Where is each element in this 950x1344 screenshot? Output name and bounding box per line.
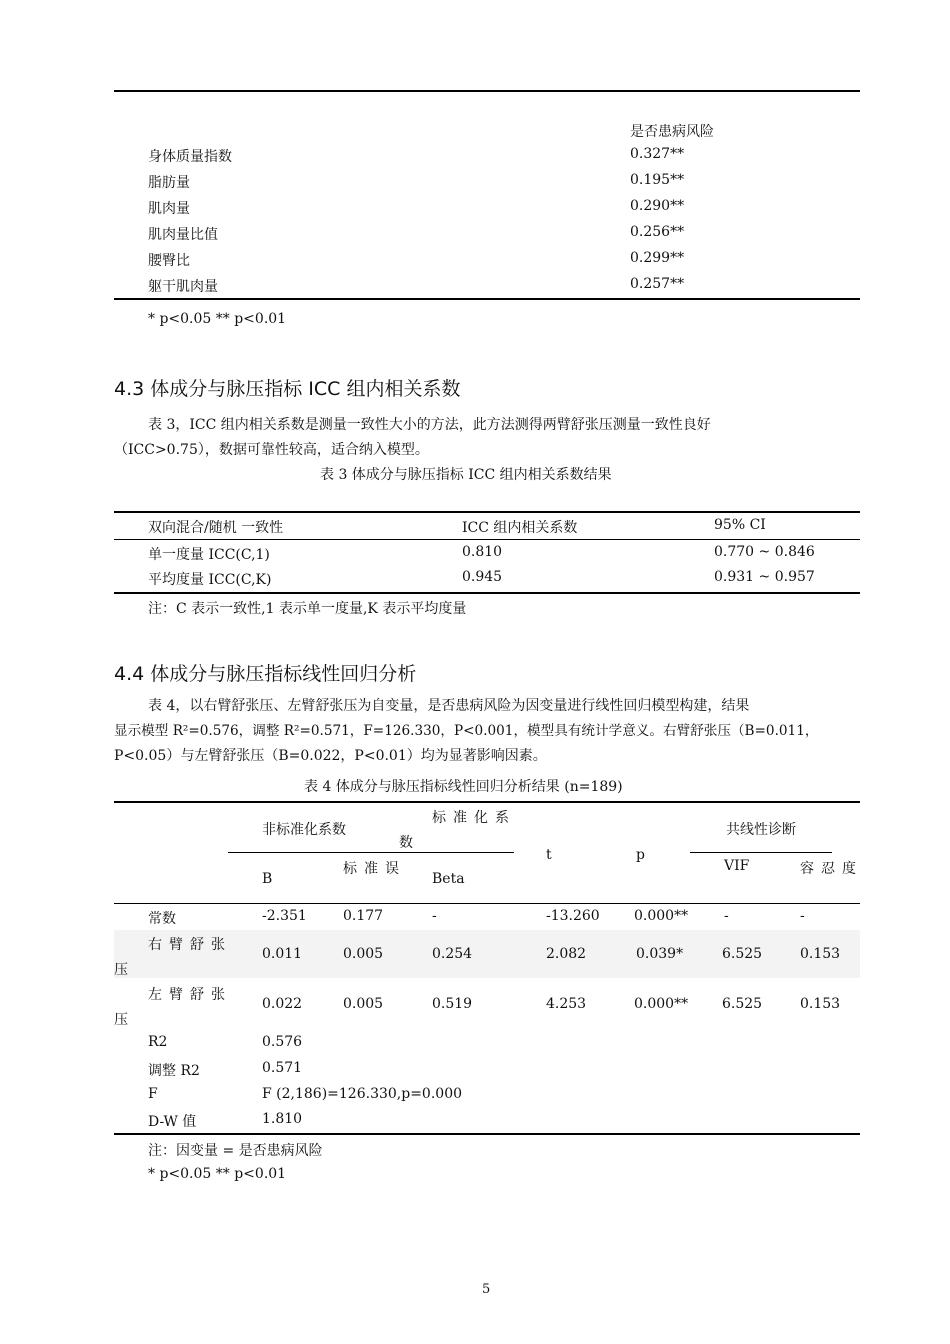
- table4-cell-p: 0.000**: [634, 908, 689, 924]
- table3-top-rule: [114, 511, 860, 513]
- paragraph-line: 表 4，以右臂舒张压、左臂舒张压为自变量，是否患病风险为因变量进行线性回归模型构建，结果: [148, 698, 750, 714]
- table4-cell-p: 0.039*: [636, 946, 684, 962]
- table4-cell-se: 0.005: [343, 996, 384, 1012]
- table4-stat-label: D-W 值: [148, 1114, 197, 1130]
- table2-row-label: 肌肉量: [148, 201, 190, 217]
- table4-row-label: 右臂舒张: [148, 937, 232, 953]
- table4-stat-label: R2: [148, 1034, 168, 1050]
- table4-cell-beta: 0.519: [432, 996, 473, 1012]
- table3-cell: 单一度量 ICC(C,1): [148, 547, 270, 563]
- table2-row-value: 0.327**: [630, 146, 685, 162]
- table4-stat-value: F (2,186)=126.330,p=0.000: [262, 1086, 463, 1102]
- table4-header-p: p: [636, 847, 645, 863]
- table3-header: ICC 组内相关系数: [462, 520, 578, 536]
- table4-subheader-rule-right: [690, 852, 832, 853]
- table4-header-beta: Beta: [432, 871, 465, 887]
- table4-cell-vif: 6.525: [722, 946, 763, 962]
- table2-header: 是否患病风险: [630, 124, 714, 140]
- table4-header-b: B: [262, 871, 273, 887]
- table4-cell-b: 0.011: [262, 946, 303, 962]
- table4-header-standardized: 标准化系: [432, 810, 516, 826]
- table4-cell-p: 0.000**: [634, 996, 689, 1012]
- table2-row-value: 0.299**: [630, 250, 685, 266]
- page-number: 5: [482, 1282, 491, 1297]
- table4-header-rule: [114, 903, 860, 904]
- table3-cell: 0.770 ~ 0.846: [714, 544, 815, 560]
- table4-cell-t: 2.082: [546, 946, 587, 962]
- table4-subheader-rule-left: [228, 852, 514, 853]
- section-4-4-title: 4.4 体成分与脉压指标线性回归分析: [114, 663, 417, 685]
- table4-header-vif: VIF: [724, 858, 750, 874]
- table2-row-value: 0.257**: [630, 276, 685, 292]
- table3-header: 95% CI: [714, 517, 766, 533]
- table2-row-label: 躯干肌肉量: [148, 279, 218, 295]
- table3-bottom-rule: [114, 592, 860, 594]
- paragraph-line: 显示模型 R²=0.576，调整 R²=0.571，F=126.330，P<0.001，模型具有统计学意义。右臂舒张压（B=0.011，: [114, 723, 819, 739]
- table2-bottom-rule: [114, 298, 860, 300]
- table4-cell-t: 4.253: [546, 996, 587, 1012]
- table4-stat-value: 0.571: [262, 1060, 303, 1076]
- table4-cell-tolerance: 0.153: [800, 996, 841, 1012]
- table2-row-value: 0.290**: [630, 198, 685, 214]
- table4-note: 注：因变量 = 是否患病风险: [148, 1143, 323, 1159]
- table2-row-label: 腰臀比: [148, 253, 190, 269]
- table4-cell-vif: 6.525: [722, 996, 763, 1012]
- table4-stat-value: 0.576: [262, 1034, 303, 1050]
- table4-header-t: t: [546, 847, 552, 863]
- table4-header-std-error: 标准误: [343, 861, 406, 877]
- table4-top-rule: [114, 801, 860, 803]
- paragraph-line: 表 3，ICC 组内相关系数是测量一致性大小的方法，此方法测得两臂舒张压测量一致性良好: [148, 417, 711, 433]
- paragraph-line: （ICC>0.75），数据可靠性较高，适合纳入模型。: [114, 442, 429, 458]
- section-4-3-paragraph: [114, 413, 860, 463]
- table3-cell: 0.931 ~ 0.957: [714, 569, 815, 585]
- table3-cell: 0.810: [462, 544, 503, 560]
- table4-cell-b: 0.022: [262, 996, 303, 1012]
- table3-note: 注：C 表示一致性,1 表示单一度量,K 表示平均度量: [148, 601, 467, 617]
- table4-header-standardized-cont: 数: [399, 835, 413, 851]
- table4-stat-value: 1.810: [262, 1111, 303, 1127]
- table4-stat-label: 调整 R2: [148, 1063, 200, 1079]
- table4-cell-se: 0.005: [343, 946, 384, 962]
- table2-row-label: 肌肉量比值: [148, 227, 218, 243]
- section-4-3-title: 4.3 体成分与脉压指标 ICC 组内相关系数: [114, 378, 461, 400]
- table4-cell-se: 0.177: [343, 908, 384, 924]
- table4-header-collinearity: 共线性诊断: [726, 822, 796, 838]
- table2-row-value: 0.195**: [630, 172, 685, 188]
- table4-row-label: 左臂舒张: [148, 987, 232, 1003]
- table2-row-value: 0.256**: [630, 224, 685, 240]
- table4-header-tolerance: 容忍度: [800, 861, 863, 877]
- table4-significance-note: * p<0.05 ** p<0.01: [148, 1166, 287, 1182]
- table4-bottom-rule: [114, 1133, 860, 1135]
- table4-cell-tolerance: -: [800, 908, 805, 924]
- table2-note: * p<0.05 ** p<0.01: [148, 311, 287, 327]
- table3-header: 双向混合/随机 一致性: [148, 520, 284, 536]
- table4-cell-vif: -: [724, 908, 729, 924]
- table3-caption: 表 3 体成分与脉压指标 ICC 组内相关系数结果: [320, 467, 612, 483]
- table4-cell-t: -13.260: [546, 908, 600, 924]
- table2-top-rule: [114, 90, 860, 92]
- table3-cell: 0.945: [462, 569, 503, 585]
- table4-cell-beta: -: [432, 908, 437, 924]
- table2-row-label: 脂肪量: [148, 175, 190, 191]
- section-4-4-paragraph: [114, 694, 860, 769]
- table3-cell: 平均度量 ICC(C,K): [148, 572, 272, 588]
- table3-header-rule: [114, 539, 860, 540]
- table4-cell-beta: 0.254: [432, 946, 473, 962]
- table4-caption: 表 4 体成分与脉压指标线性回归分析结果 (n=189): [304, 779, 623, 795]
- table4-row-label: 常数: [148, 911, 176, 927]
- table2-row-label: 身体质量指数: [148, 149, 232, 165]
- table4-cell-tolerance: 0.153: [800, 946, 841, 962]
- table4-stat-label: F: [148, 1086, 158, 1102]
- table4-header-unstandardized: 非标准化系数: [262, 822, 346, 838]
- table4-row-label-cont: 压: [114, 962, 128, 978]
- table4-cell-b: -2.351: [262, 908, 307, 924]
- table4-row-label-cont: 压: [114, 1012, 128, 1028]
- paragraph-line: P<0.05）与左臂舒张压（B=0.022，P<0.01）均为显著影响因素。: [114, 748, 547, 764]
